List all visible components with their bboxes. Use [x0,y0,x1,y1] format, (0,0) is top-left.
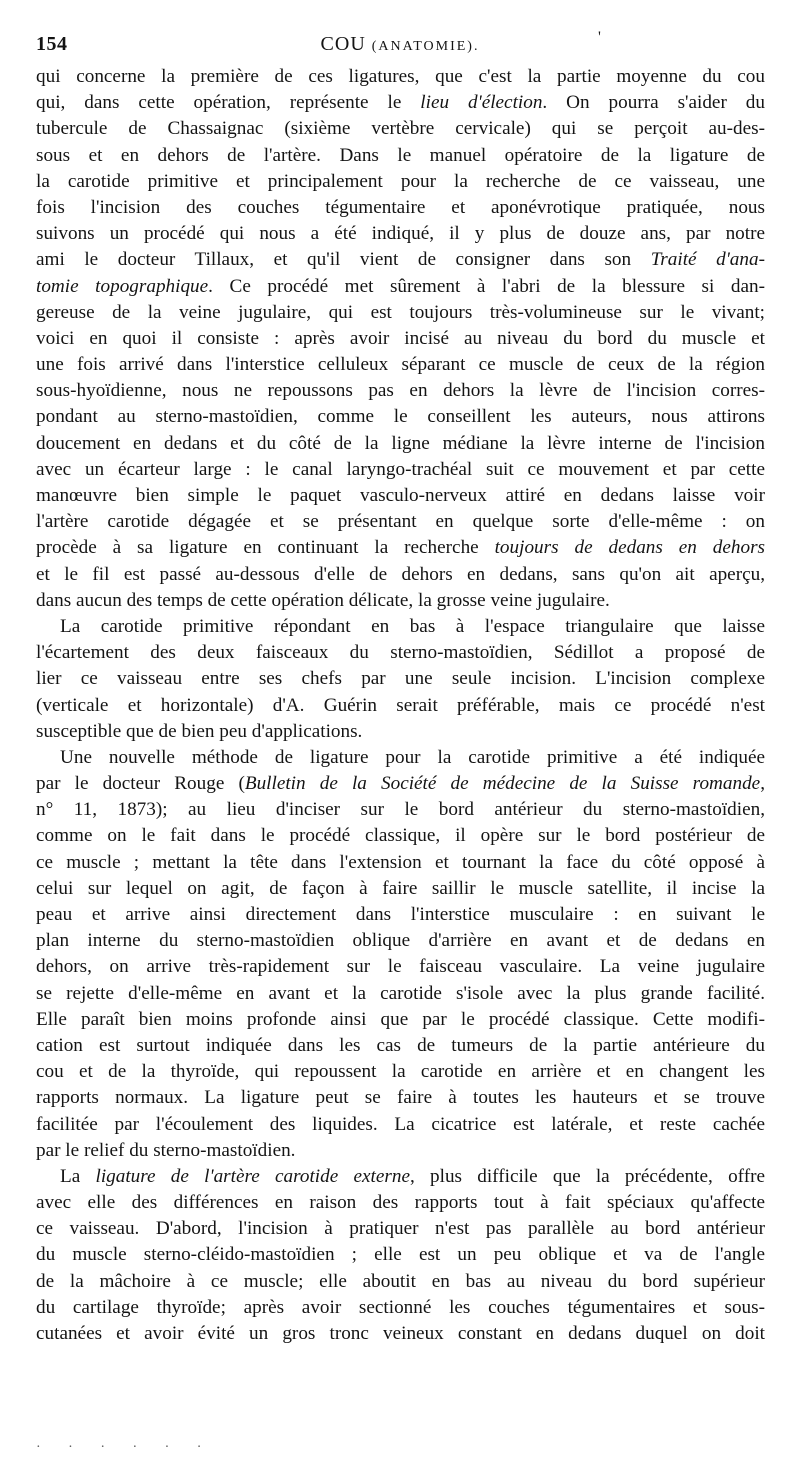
text-line [36,693,765,719]
text-run: du cartilage thyroïde; après avoir sectionné les couches tégumentaires et sous- [36,1296,765,1318]
text-run: procède à sa ligature en continuant la recherche [36,537,495,559]
print-mark: ' [598,29,601,46]
text-run: cation est surtout indiquée dans les cas de tumeurs de la partie antérieure du [36,1034,765,1056]
text-run: lier ce vaisseau entre ses chefs par une seule incision. L'incision complexe [36,668,765,690]
text-run: l'écartement des deux faisceaux du sterno-mastoïdien, Sédillot a proposé de [36,642,765,664]
text-line [36,981,765,1007]
text-line [36,1295,765,1321]
text-run: sous et en dehors de l'artère. Dans le manuel opératoire de la ligature de [36,144,765,166]
text-run: cutanées et avoir évité un gros tronc veineux constant en dedans duquel on doit [36,1323,765,1344]
text-run: (verticale et horizontale) d'A. Guérin serait préférable, mais ce procédé n'est [36,694,765,716]
text-line [36,1269,765,1295]
text-line [36,404,765,430]
text-line [36,378,765,404]
text-run: Une nouvelle méthode de ligature pour la carotide primitive a été indiquée [60,746,765,768]
text-run: La [60,1165,96,1187]
running-title-main: COU [320,33,366,55]
text-run: et le fil est passé au-dessous d'elle de dehors en dedans, sans qu'on ait aperçu, [36,563,765,585]
italic-text: Bulletin de la Société de médecine de la Suisse romande [244,773,761,795]
text-line [36,143,765,169]
text-run: une fois arrivé dans l'interstice celluleux séparant ce muscle de ceux de la région [36,354,765,376]
text-run: avec un écarteur large : le canal laryngo-trachéal suit ce mouvement et par cette [36,458,765,480]
text-run: pondant au sterno-mastoïdien, comme le conseillent les auteurs, nous attirons [36,406,765,428]
text-run: plan interne du sterno-mastoïdien oblique d'arrière en avant et de dedans en [36,930,765,952]
text-line [36,431,765,457]
text-line [36,274,765,300]
text-run: sous-hyoïdienne, nous ne repoussons pas en dehors la lèvre de l'incision corres- [36,380,765,402]
text-run: susceptible que de bien peu d'applications. [36,720,363,742]
text-line [36,247,765,273]
text-line [36,640,765,666]
text-line [36,64,765,90]
text-line [36,457,765,483]
text-run: tubercule de Chassaignac (sixième vertèbre cervicale) qui se perçoit au-des- [36,118,765,140]
italic-text: Traité d'ana- [650,249,765,271]
text-run: cou et de la thyroïde, qui repoussent la carotide en arrière et en changent les [36,1061,765,1083]
text-line [36,1321,765,1347]
text-run: voici en quoi il consiste : après avoir incisé au niveau du bord du muscle et [36,327,765,349]
text-line [36,928,765,954]
text-run: du muscle sterno-cléido-mastoïdien ; elle est un peu oblique et va de l'angle [36,1244,765,1266]
text-run: ce vaisseau. D'abord, l'incision à pratiquer n'est pas parallèle au bord antérieur [36,1218,765,1240]
italic-text: toujours de dedans en dehors [494,537,765,559]
text-run: La carotide primitive répondant en bas à l'espace triangulaire que laisse [60,615,765,637]
text-run: , plus difficile que la précédente, offre [409,1165,765,1187]
text-line [36,1190,765,1216]
text-line [36,483,765,509]
text-run: n° 11, 1873); au lieu d'inciser sur le bord antérieur du sterno-mastoïdien, [36,799,765,821]
text-line [36,90,765,116]
text-line [36,876,765,902]
text-run: par le relief du sterno-mastoïdien. [36,1139,296,1161]
running-title [36,30,764,61]
text-line [36,902,765,928]
text-line [36,771,765,797]
running-title-subtitle: (ANATOMIE). [371,39,480,54]
text-run: suivons un procédé qui nous a été indiqué, il y plus de douze ans, par notre [36,223,765,245]
text-line [36,326,765,352]
text-run: manœuvre bien simple le paquet vasculo-nerveux attiré en dedans laisse voir [36,485,765,506]
text-line [36,535,765,561]
text-line [36,169,765,195]
text-line [36,954,765,980]
text-line [36,1059,765,1085]
italic-text: tomie topographique [36,275,209,297]
text-run: doucement en dedans et du côté de la ligne médiane la lèvre interne de l'incision [36,432,765,454]
text-run: par le docteur Rouge ( [36,773,245,795]
text-line [36,614,765,640]
text-run: facilitée par l'écoulement des liquides. La cicatrice est latérale, et reste cachée [36,1113,765,1135]
text-line [36,562,765,588]
text-run: qui concerne la première de ces ligatures, que c'est la partie moyenne du cou [36,66,765,87]
text-run: . Ce procédé met sûrement à l'abri de la blessure si dan- [208,275,765,297]
text-line [36,588,765,614]
text-run: celui sur lequel on agit, de façon à faire saillir le muscle satellite, il incise la [36,877,765,899]
text-line [36,509,765,535]
text-line [36,823,765,849]
text-line [36,300,765,326]
text-line [36,1164,765,1190]
text-run: . On pourra s'aider du [542,92,765,114]
text-run: dans aucun des temps de cette opération délicate, la grosse veine jugulaire. [36,589,610,611]
text-line [36,116,765,142]
text-line [36,1033,765,1059]
text-line [36,719,765,745]
italic-text: ligature de l'artère carotide externe [95,1165,410,1187]
text-run: l'artère carotide dégagée et se présentant en quelque sorte d'elle-même : on [36,511,765,533]
text-run: dehors, on arrive très-rapidement sur le faisceau vasculaire. La veine jugulaire [36,956,765,978]
text-line [36,1216,765,1242]
text-line [36,1007,765,1033]
text-run: comme on le fait dans le procédé classique, il opère sur le bord postérieur de [36,825,765,847]
text-run: qui, dans cette opération, représente le [36,92,421,114]
text-line [36,1112,765,1138]
text-line [36,221,765,247]
text-line [36,1242,765,1268]
text-run: rapports normaux. La ligature peut se faire à toutes les hauteurs et se trouve [36,1087,765,1109]
running-header [36,30,764,58]
text-run: de la mâchoire à ce muscle; elle aboutit en bas au niveau du bord supérieur [36,1270,765,1292]
footer-dots: · · · · · · [36,1440,214,1455]
text-line [36,745,765,771]
text-run: fois l'incision des couches tégumentaire et aponévrotique pratiquée, nous [36,196,765,218]
text-line [36,850,765,876]
text-line [36,797,765,823]
text-run: avec elle des différences en raison des rapports tout à fait spéciaux qu'affecte [36,1192,765,1214]
page-number: 154 [36,33,68,55]
text-run: , [760,773,765,795]
text-line [36,1138,765,1164]
text-run: Elle paraît bien moins profonde ainsi que par le procédé classique. Cette modifi- [36,1008,765,1030]
text-line [36,195,765,221]
text-run: ce muscle ; mettant la tête dans l'extension et tournant la face du côté opposé à [36,851,765,873]
text-run: gereuse de la veine jugulaire, qui est toujours très-volumineuse sur le vivant; [36,301,765,323]
text-line [36,666,765,692]
text-run: la carotide primitive et principalement pour la recherche de ce vaisseau, une [36,170,765,192]
text-run: peau et arrive ainsi directement dans l'interstice musculaire : en suivant le [36,904,765,925]
text-run: ami le docteur Tillaux, et qu'il vient de consigner dans son [36,249,651,271]
body-text [36,64,765,1347]
text-run: se rejette d'elle-même en avant et la carotide s'isole avec la plus grande facilité. [36,982,765,1004]
text-line [36,352,765,378]
text-line [36,1085,765,1111]
italic-text: lieu d'élection [420,92,543,114]
